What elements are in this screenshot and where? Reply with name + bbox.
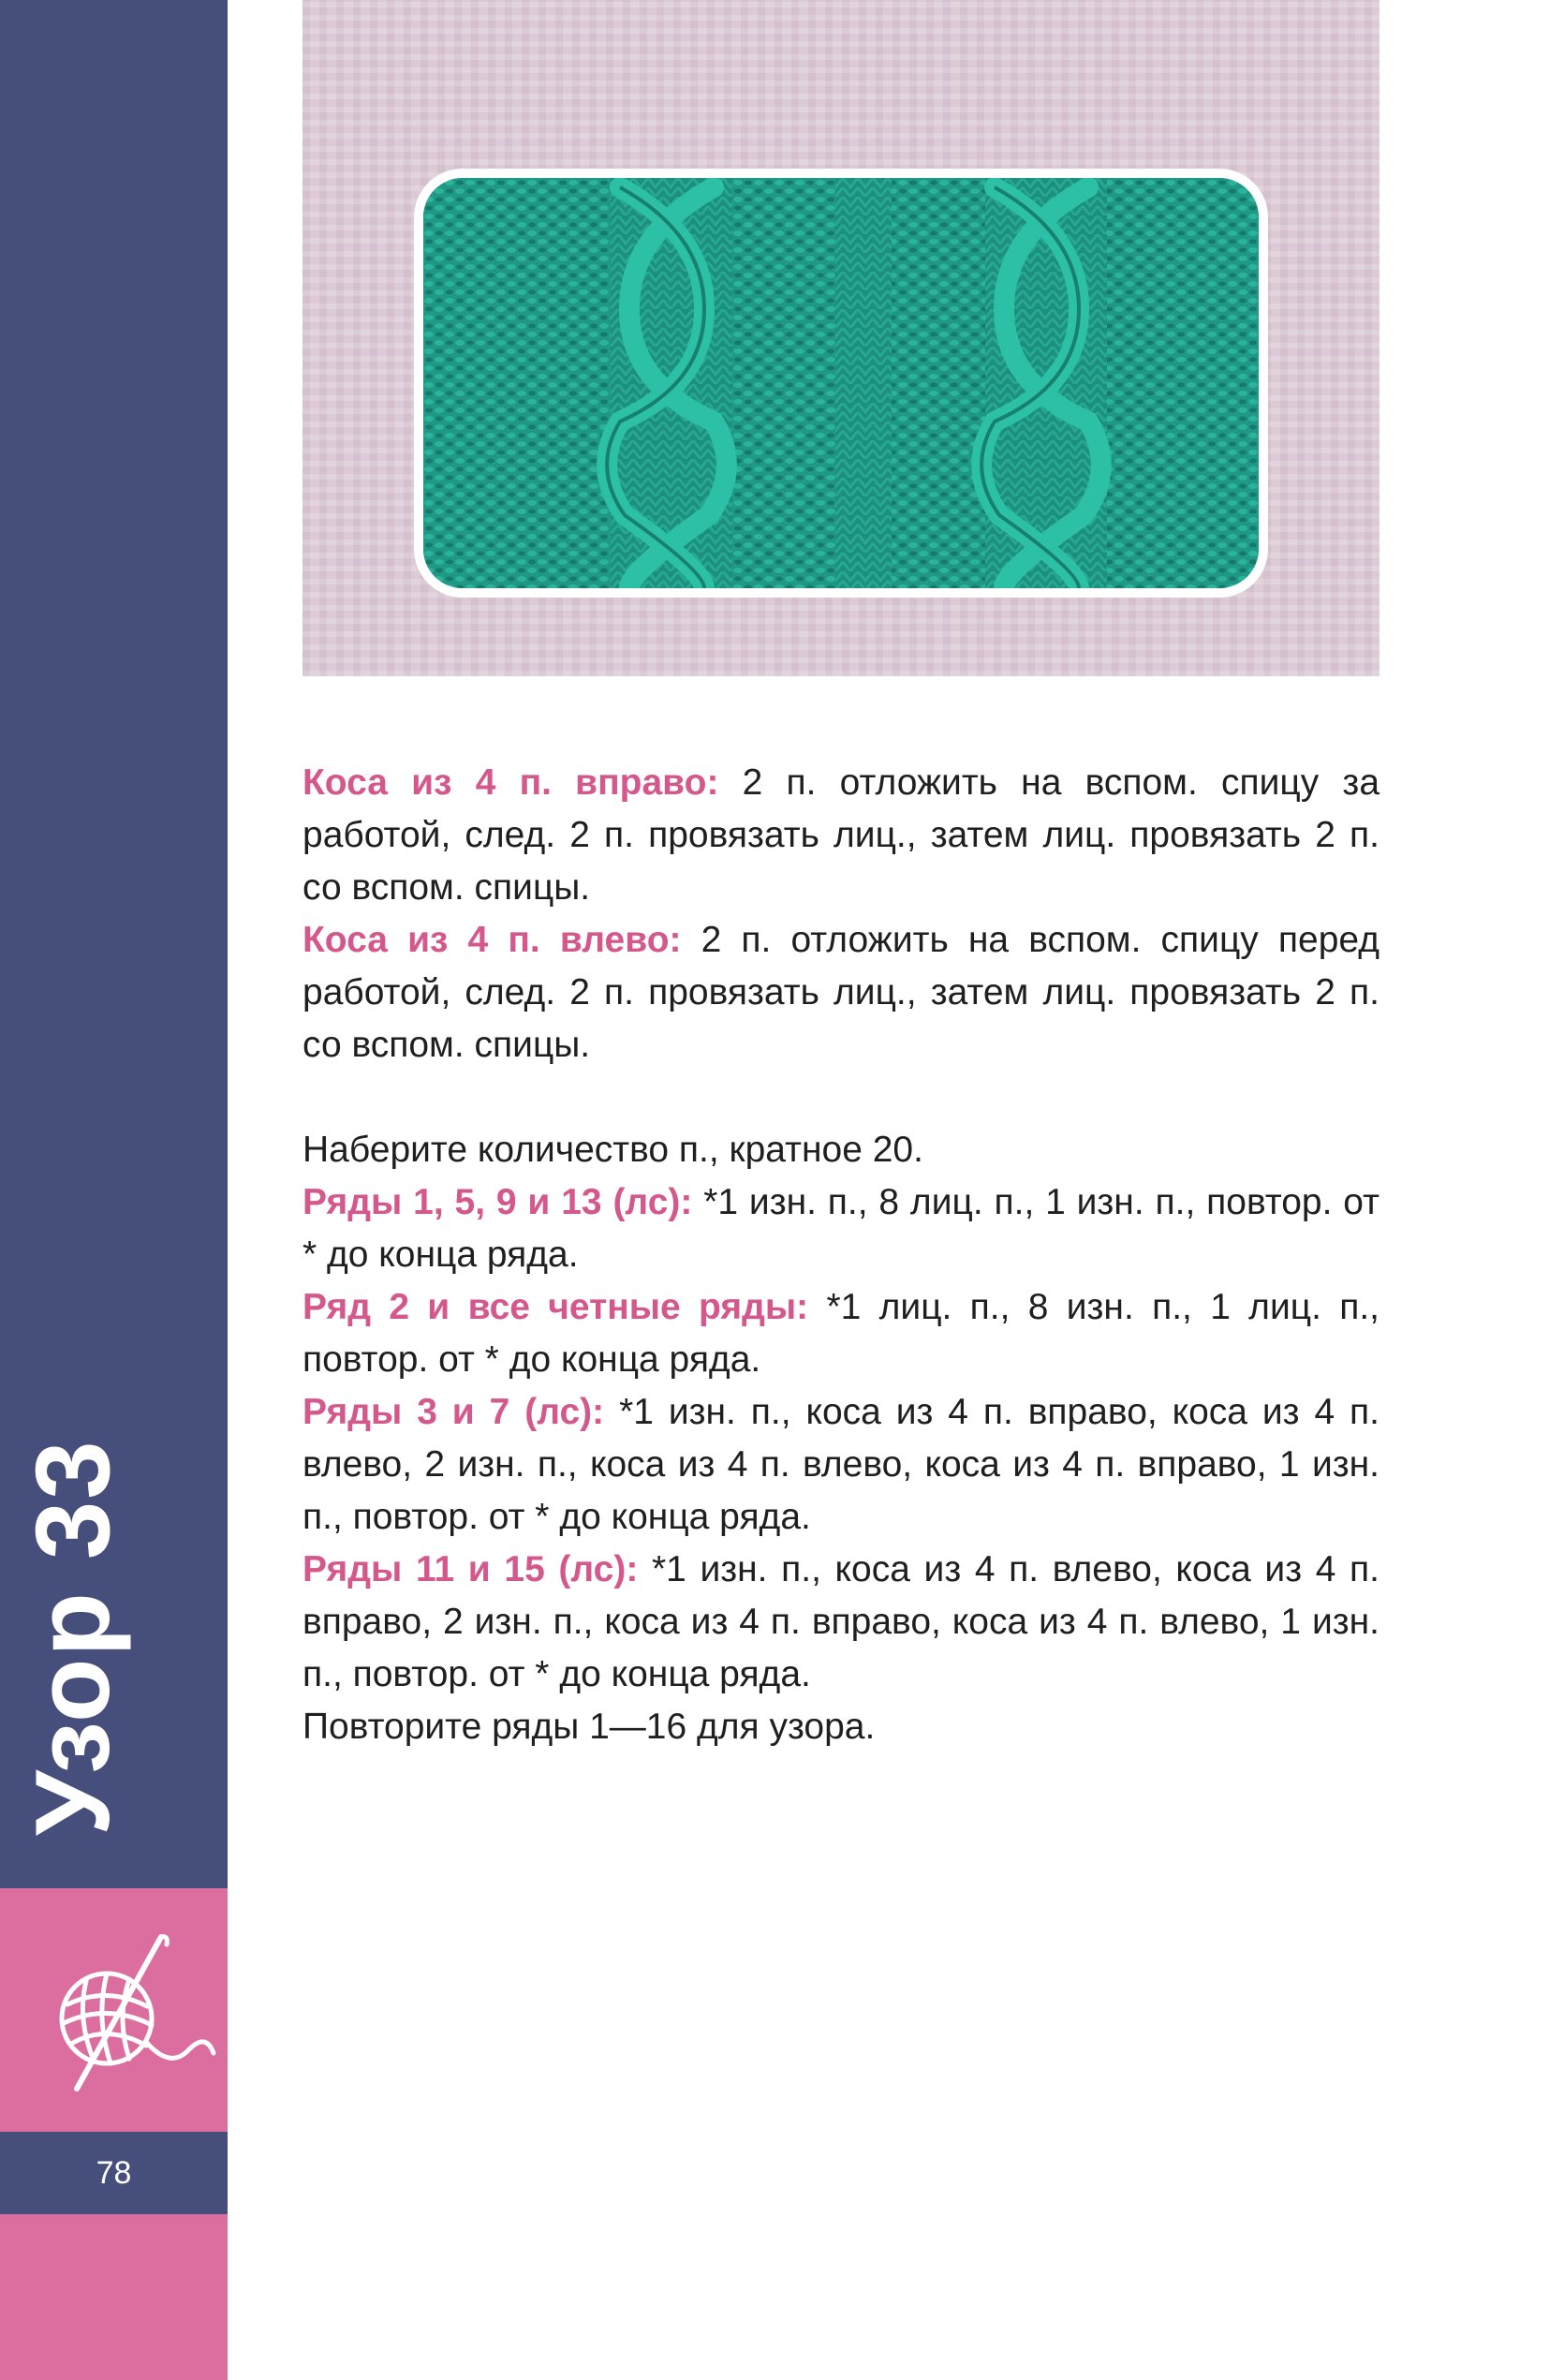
even-rows-label: Ряд 2 и все четные ряды: — [302, 1287, 809, 1327]
cable-right-text: 2 п. отложить на вспом. спицу за работой, след. 2 п. провязать лиц., затем лиц. провязать 2 п. со вспом. спицы. — [302, 762, 1380, 908]
knit-swatch-photo — [414, 169, 1268, 598]
rows-3-7-text: *1 изн. п., коса из 4 п. вправо, коса из 4 п. влево, 2 изн. п., коса из 4 п. влево, коса из 4 п. вправо, 1 изн. п., повтор. от * до конца ряда. — [302, 1392, 1379, 1537]
cable-left-definition — [302, 914, 1379, 1072]
even-rows — [302, 1281, 1379, 1386]
rows-1-5-9-13-label: Ряды 1, 5, 9 и 13 (лс): — [302, 1182, 693, 1222]
rows-3-7 — [302, 1386, 1379, 1544]
cast-on-instruction: Наберите количество п., кратное 20. — [302, 1130, 923, 1170]
yarn-ball-crochet-hook-icon — [49, 1929, 217, 2098]
paragraph-gap — [302, 1072, 1379, 1124]
cable-left-label: Коса из 4 п. влево: — [302, 920, 682, 960]
cable-right-definition — [302, 757, 1379, 914]
pattern-title: Узор 33 — [14, 1439, 131, 1836]
rows-11-15-label: Ряды 11 и 15 (лс): — [302, 1549, 639, 1589]
pattern-instructions — [302, 757, 1379, 1753]
rows-3-7-label: Ряды 3 и 7 (лс): — [302, 1392, 605, 1432]
even-rows-text: *1 лиц. п., 8 изн. п., 1 лиц. п., повтор. от * до конца ряда. — [302, 1287, 1379, 1380]
cable-right-label: Коса из 4 п. вправо: — [302, 762, 719, 803]
page-number: 78 — [0, 2132, 228, 2214]
repeat-instruction: Повторите ряды 1—16 для узора. — [302, 1707, 876, 1747]
rows-11-15 — [302, 1544, 1379, 1701]
sidebar-pink-footer — [0, 2214, 228, 2380]
rows-11-15-text: *1 изн. п., коса из 4 п. влево, коса из 4 п. вправо, 2 изн. п., коса из 4 п. вправо, коса из 4 п. влево, 1 изн. п., повтор. от * до конца ряда. — [302, 1549, 1379, 1694]
rows-1-5-9-13 — [302, 1176, 1379, 1281]
cable-left-text: 2 п. отложить на вспом. спицу перед работой, след. 2 п. провязать лиц., затем лиц. провязать 2 п. со вспом. спицы. — [302, 920, 1379, 1065]
rows-1-5-9-13-text: *1 изн. п., 8 лиц. п., 1 изн. п., повтор. от * до конца ряда. — [302, 1182, 1379, 1275]
